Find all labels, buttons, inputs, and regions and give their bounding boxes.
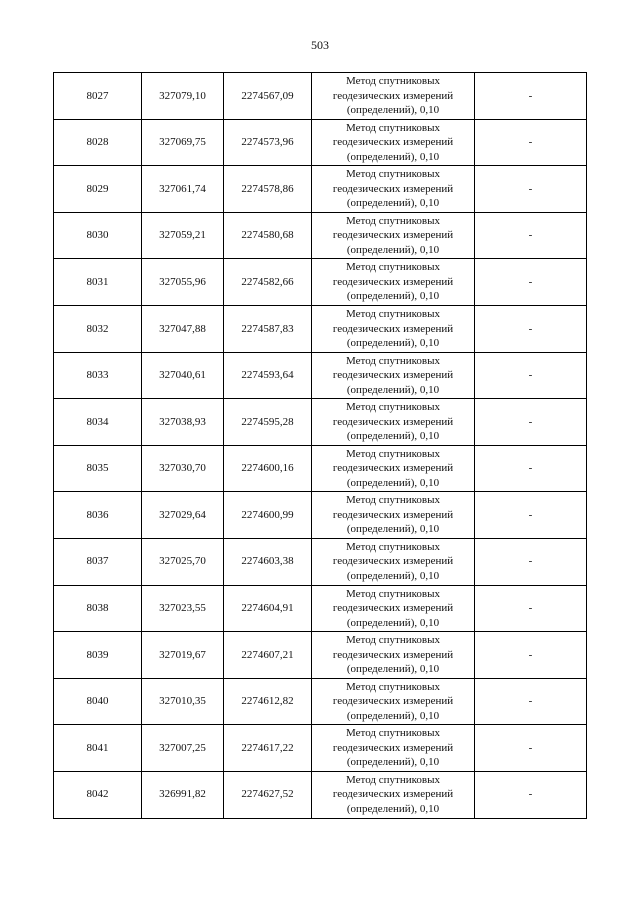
- note-cell: [475, 73, 587, 120]
- method-line-2: геодезических измерений: [332, 415, 454, 428]
- note-dash: -: [528, 788, 533, 801]
- method-line-1: Метод спутниковых: [346, 540, 440, 553]
- method-line-3: (определений), 0,10: [346, 243, 440, 256]
- x-coordinate: 327023,55: [159, 602, 206, 615]
- y-coordinate-cell: [224, 492, 312, 539]
- method-line-2: геодезических измерений: [332, 182, 454, 195]
- x-coordinate-cell: [142, 445, 224, 492]
- point-number-cell: [54, 259, 142, 306]
- method-line-3: (определений), 0,10: [346, 337, 440, 350]
- method-cell: [312, 119, 475, 166]
- note-cell: [475, 166, 587, 213]
- point-number-cell: [54, 538, 142, 585]
- x-coordinate-cell: [142, 119, 224, 166]
- x-coordinate-cell: [142, 352, 224, 399]
- point-number: 8030: [86, 229, 109, 242]
- note-dash: -: [528, 369, 533, 382]
- method-cell: [312, 352, 475, 399]
- method-line-2: геодезических измерений: [332, 275, 454, 288]
- method-line-1: Метод спутниковых: [346, 494, 440, 507]
- method-cell: [312, 771, 475, 818]
- table-row: [54, 678, 587, 725]
- note-dash: -: [528, 182, 533, 195]
- point-number-cell: [54, 585, 142, 632]
- point-number: 8038: [86, 602, 109, 615]
- point-number-cell: [54, 119, 142, 166]
- method-line-2: геодезических измерений: [332, 322, 454, 335]
- note-dash: -: [528, 275, 533, 288]
- point-number-cell: [54, 352, 142, 399]
- method-line-2: геодезических измерений: [332, 555, 454, 568]
- x-coordinate: 327007,25: [159, 741, 206, 754]
- y-coordinate: 2274600,99: [241, 508, 294, 521]
- method-line-3: (определений), 0,10: [346, 709, 440, 722]
- method-line-1: Метод спутниковых: [346, 121, 440, 134]
- method-cell: [312, 305, 475, 352]
- method-cell: [312, 492, 475, 539]
- method-line-1: Метод спутниковых: [346, 680, 440, 693]
- method-line-1: Метод спутниковых: [346, 587, 440, 600]
- y-coordinate: 2274582,66: [241, 275, 294, 288]
- point-number: 8029: [86, 182, 109, 195]
- method-line-1: Метод спутниковых: [346, 214, 440, 227]
- table-row: [54, 725, 587, 772]
- y-coordinate-cell: [224, 73, 312, 120]
- x-coordinate-cell: [142, 678, 224, 725]
- y-coordinate: 2274580,68: [241, 229, 294, 242]
- x-coordinate-cell: [142, 305, 224, 352]
- note-cell: [475, 352, 587, 399]
- table-row: [54, 73, 587, 120]
- method-line-3: (определений), 0,10: [346, 197, 440, 210]
- point-number-cell: [54, 212, 142, 259]
- note-dash: -: [528, 648, 533, 661]
- y-coordinate-cell: [224, 259, 312, 306]
- note-dash: -: [528, 695, 533, 708]
- method-cell: [312, 678, 475, 725]
- method-cell: [312, 538, 475, 585]
- method-line-1: Метод спутниковых: [346, 354, 440, 367]
- point-number-cell: [54, 445, 142, 492]
- table-row: [54, 212, 587, 259]
- method-cell: [312, 212, 475, 259]
- page-number: 503: [311, 38, 329, 52]
- table-row: [54, 585, 587, 632]
- y-coordinate-cell: [224, 445, 312, 492]
- table-row: [54, 399, 587, 446]
- point-number: 8040: [86, 695, 109, 708]
- note-dash: -: [528, 136, 533, 149]
- point-number: 8033: [86, 369, 109, 382]
- method-cell: [312, 166, 475, 213]
- note-cell: [475, 585, 587, 632]
- x-coordinate: 327055,96: [159, 275, 206, 288]
- y-coordinate-cell: [224, 352, 312, 399]
- method-line-2: геодезических измерений: [332, 136, 454, 149]
- y-coordinate-cell: [224, 305, 312, 352]
- x-coordinate: 327047,88: [159, 322, 206, 335]
- point-number: 8028: [86, 136, 109, 149]
- method-cell: [312, 399, 475, 446]
- point-number: 8039: [86, 648, 109, 661]
- method-line-1: Метод спутниковых: [346, 261, 440, 274]
- note-dash: -: [528, 89, 533, 102]
- note-dash: -: [528, 508, 533, 521]
- method-line-2: геодезических измерений: [332, 229, 454, 242]
- note-dash: -: [528, 415, 533, 428]
- note-cell: [475, 632, 587, 679]
- point-number: 8035: [86, 462, 109, 475]
- table-row: [54, 538, 587, 585]
- table-row: [54, 352, 587, 399]
- point-number-cell: [54, 492, 142, 539]
- point-number: 8031: [86, 275, 109, 288]
- note-cell: [475, 119, 587, 166]
- method-line-3: (определений), 0,10: [346, 430, 440, 443]
- y-coordinate-cell: [224, 399, 312, 446]
- y-coordinate: 2274612,82: [241, 695, 294, 708]
- x-coordinate: 327040,61: [159, 369, 206, 382]
- x-coordinate-cell: [142, 73, 224, 120]
- method-line-1: Метод спутниковых: [346, 727, 440, 740]
- method-line-2: геодезических измерений: [332, 648, 454, 661]
- x-coordinate: 327059,21: [159, 229, 206, 242]
- y-coordinate-cell: [224, 632, 312, 679]
- method-line-2: геодезических измерений: [332, 369, 454, 382]
- method-cell: [312, 585, 475, 632]
- table-row: [54, 305, 587, 352]
- point-number-cell: [54, 725, 142, 772]
- x-coordinate: 327025,70: [159, 555, 206, 568]
- y-coordinate-cell: [224, 212, 312, 259]
- point-number: 8027: [86, 89, 109, 102]
- x-coordinate: 327029,64: [159, 508, 206, 521]
- x-coordinate: 327038,93: [159, 415, 206, 428]
- method-line-2: геодезических измерений: [332, 89, 454, 102]
- y-coordinate: 2274567,09: [241, 89, 294, 102]
- y-coordinate: 2274607,21: [241, 648, 294, 661]
- note-cell: [475, 771, 587, 818]
- x-coordinate: 326991,82: [159, 788, 206, 801]
- note-dash: -: [528, 555, 533, 568]
- method-line-2: геодезических измерений: [332, 602, 454, 615]
- point-number-cell: [54, 399, 142, 446]
- method-line-3: (определений), 0,10: [346, 383, 440, 396]
- x-coordinate-cell: [142, 259, 224, 306]
- y-coordinate-cell: [224, 166, 312, 213]
- x-coordinate-cell: [142, 399, 224, 446]
- point-number-cell: [54, 305, 142, 352]
- y-coordinate: 2274587,83: [241, 322, 294, 335]
- note-cell: [475, 212, 587, 259]
- note-dash: -: [528, 602, 533, 615]
- y-coordinate-cell: [224, 771, 312, 818]
- point-number: 8041: [86, 741, 109, 754]
- method-cell: [312, 725, 475, 772]
- y-coordinate: 2274578,86: [241, 182, 294, 195]
- method-line-1: Метод спутниковых: [346, 308, 440, 321]
- table-row: [54, 445, 587, 492]
- method-cell: [312, 259, 475, 306]
- x-coordinate-cell: [142, 585, 224, 632]
- point-number-cell: [54, 771, 142, 818]
- method-line-1: Метод спутниковых: [346, 634, 440, 647]
- point-number-cell: [54, 632, 142, 679]
- method-line-3: (определений), 0,10: [346, 290, 440, 303]
- y-coordinate-cell: [224, 725, 312, 772]
- method-line-3: (определений), 0,10: [346, 802, 440, 815]
- method-line-1: Метод спутниковых: [346, 401, 440, 414]
- point-number-cell: [54, 678, 142, 725]
- note-dash: -: [528, 462, 533, 475]
- method-line-3: (определений), 0,10: [346, 616, 440, 629]
- note-cell: [475, 725, 587, 772]
- point-number: 8034: [86, 415, 109, 428]
- note-cell: [475, 305, 587, 352]
- coordinates-table-body: [54, 73, 587, 819]
- method-line-2: геодезических измерений: [332, 462, 454, 475]
- point-number-cell: [54, 73, 142, 120]
- method-line-3: (определений), 0,10: [346, 569, 440, 582]
- method-line-3: (определений), 0,10: [346, 476, 440, 489]
- note-cell: [475, 678, 587, 725]
- method-line-3: (определений), 0,10: [346, 523, 440, 536]
- y-coordinate: 2274573,96: [241, 136, 294, 149]
- note-dash: -: [528, 229, 533, 242]
- method-line-2: геодезических измерений: [332, 788, 454, 801]
- method-line-2: геодезических измерений: [332, 741, 454, 754]
- x-coordinate-cell: [142, 632, 224, 679]
- table-row: [54, 259, 587, 306]
- note-dash: -: [528, 741, 533, 754]
- point-number: 8037: [86, 555, 109, 568]
- method-cell: [312, 632, 475, 679]
- method-line-3: (определений), 0,10: [346, 104, 440, 117]
- y-coordinate: 2274603,38: [241, 555, 294, 568]
- x-coordinate: 327079,10: [159, 89, 206, 102]
- point-number-cell: [54, 166, 142, 213]
- method-line-1: Метод спутниковых: [346, 75, 440, 88]
- point-number: 8042: [86, 788, 109, 801]
- method-cell: [312, 73, 475, 120]
- method-line-3: (определений), 0,10: [346, 663, 440, 676]
- y-coordinate: 2274595,28: [241, 415, 294, 428]
- method-line-3: (определений), 0,10: [346, 756, 440, 769]
- note-dash: -: [528, 322, 533, 335]
- x-coordinate-cell: [142, 166, 224, 213]
- x-coordinate-cell: [142, 492, 224, 539]
- y-coordinate: 2274617,22: [241, 741, 294, 754]
- x-coordinate: 327030,70: [159, 462, 206, 475]
- point-number: 8036: [86, 508, 109, 521]
- note-cell: [475, 538, 587, 585]
- x-coordinate: 327019,67: [159, 648, 206, 661]
- x-coordinate: 327069,75: [159, 136, 206, 149]
- note-cell: [475, 492, 587, 539]
- y-coordinate-cell: [224, 538, 312, 585]
- method-line-1: Метод спутниковых: [346, 168, 440, 181]
- x-coordinate-cell: [142, 771, 224, 818]
- note-cell: [475, 399, 587, 446]
- point-number: 8032: [86, 322, 109, 335]
- table-row: [54, 166, 587, 213]
- x-coordinate-cell: [142, 725, 224, 772]
- method-line-1: Метод спутниковых: [346, 447, 440, 460]
- y-coordinate: 2274593,64: [241, 369, 294, 382]
- note-cell: [475, 259, 587, 306]
- method-line-2: геодезических измерений: [332, 508, 454, 521]
- y-coordinate-cell: [224, 585, 312, 632]
- table-row: [54, 632, 587, 679]
- y-coordinate: 2274627,52: [241, 788, 294, 801]
- x-coordinate-cell: [142, 538, 224, 585]
- note-cell: [475, 445, 587, 492]
- y-coordinate: 2274604,91: [241, 602, 294, 615]
- method-cell: [312, 445, 475, 492]
- x-coordinate: 327061,74: [159, 182, 206, 195]
- method-line-2: геодезических измерений: [332, 695, 454, 708]
- y-coordinate-cell: [224, 119, 312, 166]
- method-line-1: Метод спутниковых: [346, 773, 440, 786]
- table-row: [54, 119, 587, 166]
- coordinates-table: [53, 72, 587, 819]
- y-coordinate: 2274600,16: [241, 462, 294, 475]
- table-row: [54, 492, 587, 539]
- y-coordinate-cell: [224, 678, 312, 725]
- x-coordinate-cell: [142, 212, 224, 259]
- table-row: [54, 771, 587, 818]
- method-line-3: (определений), 0,10: [346, 150, 440, 163]
- x-coordinate: 327010,35: [159, 695, 206, 708]
